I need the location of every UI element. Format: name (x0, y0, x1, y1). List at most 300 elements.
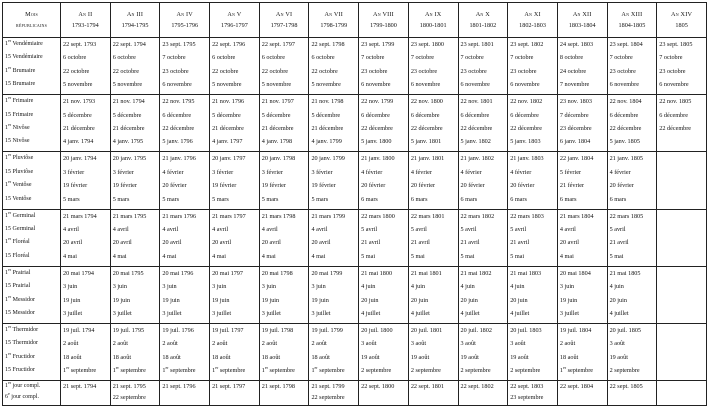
header-gregorian-range: 1805 (675, 22, 688, 29)
date-value: 7 octobre (659, 54, 683, 62)
date-value: 22 sept. 1805 (609, 383, 643, 391)
date-cell (557, 95, 607, 152)
date-value (659, 392, 706, 403)
date-value: 18 août (112, 353, 132, 361)
date-cell (210, 38, 260, 95)
month-label: 1er Frimaire (5, 95, 34, 105)
date-value: 22 mars 1805 (609, 212, 644, 220)
date-value: 6 novembre (410, 81, 441, 89)
date-value: 3 août (410, 340, 427, 348)
date-value: 4 février (361, 168, 383, 176)
date-value: 22 octobre (212, 67, 239, 75)
date-cell (557, 266, 607, 323)
date-value: 23 octobre (361, 67, 388, 75)
date-value: 4 avril (63, 225, 79, 233)
date-value: 21 mai 1800 (361, 269, 393, 277)
date-value: 3 février (63, 168, 85, 176)
date-value: 6 novembre (361, 81, 391, 89)
date-value: 1er septembre (112, 365, 146, 375)
date-cell (458, 95, 508, 152)
date-value: 5 janv. 1803 (510, 138, 541, 146)
month-label: 1er Thermidor (5, 323, 39, 333)
date-value: 21 mars 1799 (311, 212, 346, 220)
date-value: 2 août (212, 340, 228, 348)
date-value: 19 août (361, 353, 380, 361)
date-value: 23 octobre (460, 67, 487, 75)
date-value: 21 mars 1794 (63, 212, 97, 220)
month-label-cell (3, 266, 61, 323)
date-value: 20 juin (510, 296, 528, 304)
date-value (411, 392, 458, 403)
date-value: 19 juin (559, 296, 578, 304)
date-value (659, 250, 706, 263)
month-label: 15 Frimaire (5, 111, 34, 118)
date-value: 22 sept. 1797 (261, 41, 295, 48)
date-value: 21 décembre (112, 124, 145, 132)
date-value: 4 juin (460, 283, 475, 291)
header-gregorian-range: 1795-1796 (171, 22, 199, 29)
date-value: 1er septembre (261, 365, 295, 375)
date-value: 22 septembre (112, 394, 146, 402)
date-value: 1er septembre (212, 365, 246, 375)
date-value: 4 janv. 1797 (212, 138, 243, 146)
date-value: 22 sept. 1796 (212, 41, 246, 48)
month-label-cell (3, 38, 61, 95)
header-month-label: Mois (25, 11, 38, 18)
date-cell (110, 381, 160, 406)
date-value: 22 décembre (460, 124, 493, 132)
date-cell (657, 266, 707, 323)
date-value: 21 janv. 1801 (410, 155, 445, 163)
date-value: 4 janv. 1794 (63, 138, 94, 146)
date-value: 21 sept. 1796 (162, 383, 196, 391)
date-value: 23 nov. 1803 (559, 98, 592, 106)
date-value: 3 juillet (63, 309, 83, 317)
date-cell (309, 323, 359, 380)
date-cell (210, 209, 260, 266)
header-gregorian-range: 1797-1798 (270, 22, 298, 29)
date-cell (359, 152, 409, 209)
date-value: 6 novembre (460, 81, 490, 89)
date-cell (408, 266, 458, 323)
date-value: 8 octobre (559, 54, 584, 62)
month-label: 1er Germinal (5, 209, 36, 219)
date-value: 20 janv. 1795 (112, 155, 147, 163)
date-value: 21 nov. 1796 (212, 98, 245, 106)
date-value: 7 octobre (510, 54, 534, 62)
date-value (361, 392, 408, 403)
month-label: 15 Nivôse (5, 138, 30, 145)
date-value: 20 avril (63, 239, 83, 247)
date-value: 6 décembre (361, 111, 390, 119)
date-value: 5 novembre (112, 81, 143, 89)
date-value (659, 152, 706, 165)
date-value: 3 juillet (261, 309, 281, 317)
date-value: 20 mai 1804 (559, 269, 591, 277)
date-value: 3 février (112, 168, 134, 176)
date-value: 5 mai (361, 252, 376, 260)
date-value: 4 avril (261, 225, 278, 233)
date-value: 5 avril (460, 225, 477, 233)
date-cell (508, 95, 558, 152)
date-value: 2 août (559, 340, 576, 348)
date-value: 19 juil. 1795 (112, 326, 145, 334)
date-cell (210, 323, 260, 380)
date-value (659, 135, 706, 148)
date-cell (309, 381, 359, 406)
date-value: 20 mai 1794 (63, 269, 94, 277)
date-value: 3 juillet (311, 309, 331, 317)
date-value: 5 mai (410, 252, 425, 260)
date-cell (160, 323, 210, 380)
date-value: 2 septembre (510, 367, 541, 375)
date-cell (359, 381, 409, 406)
date-value: 23 octobre (609, 67, 636, 75)
date-cell (557, 38, 607, 95)
date-cell (657, 323, 707, 380)
date-value: 5 novembre (212, 81, 242, 89)
date-value: 24 sept. 1803 (559, 41, 594, 48)
date-value (659, 324, 706, 337)
month-label: 1er Prairial (5, 266, 31, 276)
month-label: 15 Pluviôse (5, 168, 34, 175)
date-value: 22 décembre (609, 124, 642, 132)
date-value: 6 janv. 1804 (559, 138, 591, 146)
date-cell (508, 381, 558, 406)
date-value: 21 janv. 1803 (510, 155, 544, 163)
date-cell (458, 381, 508, 406)
calendar-sheet (2, 2, 706, 406)
date-value: 4 mai (63, 252, 77, 260)
table-row (3, 209, 707, 266)
date-value: 19 février (63, 182, 88, 190)
date-value: 3 juin (559, 283, 575, 291)
date-value: 5 décembre (261, 111, 291, 119)
date-value: 18 août (311, 353, 330, 361)
date-value: 4 juin (361, 283, 376, 291)
date-value (212, 392, 259, 403)
date-value: 3 juin (162, 283, 177, 291)
header-year-column (110, 3, 160, 38)
date-value: 2 août (311, 340, 327, 348)
date-value: 6 octobre (112, 54, 136, 62)
header-year-label: An III (126, 11, 144, 18)
date-value: 22 sept. 1793 (63, 41, 97, 48)
header-month-label: républicains (15, 22, 48, 29)
date-value: 6 novembre (510, 81, 540, 89)
date-value: 19 juin (112, 296, 131, 304)
date-cell (359, 209, 409, 266)
date-value: 6 octobre (261, 54, 285, 62)
date-value (659, 267, 706, 280)
date-value: 7 octobre (609, 54, 633, 62)
date-cell (259, 152, 309, 209)
date-value: 6 octobre (63, 54, 87, 62)
header-year-column (309, 3, 359, 38)
table-row (3, 152, 707, 209)
date-value: 5 novembre (63, 81, 93, 89)
date-value (659, 193, 706, 206)
month-label: 1er Messidor (5, 293, 35, 303)
date-value: 3 juillet (559, 309, 579, 317)
date-cell (259, 38, 309, 95)
date-value: 22 nov. 1805 (659, 98, 692, 106)
date-value: 23 octobre (410, 67, 438, 75)
date-value: 4 mai (261, 252, 276, 260)
date-value: 5 décembre (63, 111, 92, 119)
header-gregorian-range: 1796-1797 (221, 22, 248, 29)
date-value: 19 juil. 1797 (212, 326, 244, 334)
table-row (3, 266, 707, 323)
month-label: 1er Brumaire (5, 64, 36, 74)
date-value: 20 février (510, 182, 535, 190)
table-row (3, 381, 707, 406)
date-value: 19 février (261, 182, 286, 190)
date-value: 21 janv. 1805 (609, 155, 644, 163)
date-value: 21 mars 1804 (559, 212, 594, 220)
date-value: 20 février (162, 182, 187, 190)
date-value: 21 janv. 1800 (361, 155, 395, 163)
date-value: 21 sept. 1794 (63, 383, 97, 391)
date-value: 19 août (460, 353, 479, 361)
date-cell (259, 381, 309, 406)
date-value: 22 sept. 1802 (460, 383, 494, 391)
date-value: 3 juillet (212, 309, 232, 317)
header-year-column (210, 3, 260, 38)
date-value: 4 juin (510, 283, 525, 291)
month-label: 1er Vendémiaire (5, 38, 43, 47)
month-label: 15 Messidor (5, 309, 35, 316)
date-value: 22 sept. 1794 (112, 41, 146, 48)
date-value: 4 juillet (361, 309, 381, 317)
date-value: 22 octobre (63, 67, 90, 75)
date-value: 21 mars 1796 (162, 212, 197, 220)
date-value: 6 novembre (609, 81, 639, 89)
date-value: 4 avril (162, 225, 179, 233)
date-value: 18 août (559, 353, 579, 361)
date-value: 22 décembre (510, 124, 542, 132)
date-value: 5 mars (112, 195, 130, 203)
date-value: 5 janv. 1796 (162, 138, 193, 146)
date-value: 23 octobre (510, 67, 537, 75)
date-cell (110, 209, 160, 266)
date-value: 19 juil. 1799 (311, 326, 343, 334)
date-value: 19 juin (311, 296, 329, 304)
date-value: 4 mai (112, 252, 127, 260)
date-value: 19 juin (261, 296, 280, 304)
date-cell (408, 323, 458, 380)
date-cell (607, 152, 657, 209)
date-cell (508, 209, 558, 266)
date-value: 20 juin (460, 296, 478, 304)
date-value: 2 septembre (609, 367, 640, 375)
month-label: 1er Fructidor (5, 350, 35, 360)
date-value: 21 mai 1801 (410, 269, 442, 277)
date-value: 20 juil. 1805 (609, 326, 642, 334)
date-value (659, 351, 706, 364)
date-value: 20 mai 1795 (112, 269, 144, 277)
date-value: 21 avril (510, 239, 530, 247)
date-value: 20 juil. 1800 (361, 326, 393, 334)
date-value: 22 décembre (162, 124, 195, 132)
date-value: 4 mai (162, 252, 177, 260)
date-value: 3 juin (63, 283, 78, 291)
date-value: 18 août (162, 353, 181, 361)
date-value: 4 février (410, 168, 432, 176)
month-label: 15 Ventôse (5, 195, 32, 202)
date-cell (408, 152, 458, 209)
date-value: 5 décembre (112, 111, 142, 119)
date-value: 1er septembre (311, 365, 345, 375)
date-value: 23 sept. 1805 (659, 41, 693, 48)
date-value: 6 octobre (212, 54, 236, 62)
date-cell (359, 323, 409, 380)
date-value: 2 août (261, 340, 278, 348)
header-gregorian-range: 1799-1800 (370, 22, 397, 29)
date-cell (160, 38, 210, 95)
date-value (659, 166, 706, 179)
date-value: 18 août (63, 353, 82, 361)
date-value: 22 décembre (659, 124, 692, 132)
date-cell (607, 266, 657, 323)
date-value: 5 mai (460, 252, 475, 260)
date-cell (657, 209, 707, 266)
month-label: 15 Floréal (5, 252, 30, 259)
date-value: 4 février (162, 168, 184, 176)
date-value: 21 janv. 1802 (460, 155, 494, 163)
header-gregorian-range: 1794-1795 (121, 22, 149, 29)
date-value: 21 mai 1803 (510, 269, 542, 277)
date-value: 20 février (609, 182, 634, 190)
date-value: 22 sept. 1801 (410, 383, 444, 391)
date-value: 20 avril (212, 239, 232, 247)
date-value: 20 juin (609, 296, 627, 304)
date-value (659, 280, 706, 293)
date-value: 6 mars (460, 195, 478, 203)
date-value: 5 mars (212, 195, 229, 203)
date-cell (61, 266, 111, 323)
date-cell (309, 266, 359, 323)
header-year-column (408, 3, 458, 38)
date-value: 21 mars 1798 (261, 212, 296, 220)
date-value: 7 novembre (559, 81, 590, 89)
date-value: 23 octobre (162, 67, 189, 75)
date-value: 3 juin (311, 283, 326, 291)
date-value: 7 octobre (162, 54, 186, 62)
republican-calendar-table (2, 2, 707, 406)
header-year-label: An VI (275, 11, 293, 18)
date-value: 6 décembre (510, 111, 539, 119)
date-value: 21 mai 1802 (460, 269, 492, 277)
date-value: 19 juin (162, 296, 180, 304)
date-value: 5 mai (609, 252, 624, 260)
date-value: 23 sept. 1801 (460, 41, 494, 48)
date-value: 19 août (510, 353, 529, 361)
date-value: 21 sept. 1798 (261, 383, 295, 391)
date-value: 21 février (559, 182, 585, 190)
date-value: 3 juin (261, 283, 277, 291)
date-value (659, 364, 706, 377)
date-value: 18 août (261, 353, 281, 361)
date-value (560, 392, 607, 403)
date-value: 4 février (609, 168, 631, 176)
date-value: 3 août (510, 340, 526, 348)
date-value: 7 octobre (410, 54, 435, 62)
date-cell (309, 152, 359, 209)
date-value: 2 août (63, 340, 79, 348)
date-value (659, 179, 706, 192)
date-value: 5 mars (261, 195, 279, 203)
date-cell (61, 95, 111, 152)
date-value: 3 août (361, 340, 377, 348)
month-label: 1er Nivôse (5, 121, 30, 131)
date-value: 23 sept. 1802 (510, 41, 544, 48)
date-value: 22 mars 1801 (410, 212, 445, 220)
date-cell (657, 95, 707, 152)
date-value: 4 février (510, 168, 532, 176)
date-value: 22 septembre (311, 394, 345, 402)
header-year-label: An II (78, 11, 93, 18)
header-year-label: An V (227, 11, 242, 18)
date-value: 22 nov. 1802 (510, 98, 543, 106)
date-value: 3 février (311, 168, 333, 176)
month-label: 15 Fructidor (5, 367, 35, 374)
month-label: 15 Brumaire (5, 81, 36, 88)
date-cell (408, 95, 458, 152)
date-value (63, 392, 110, 403)
date-value: 22 janv. 1804 (559, 155, 594, 163)
date-value: 22 décembre (410, 124, 443, 132)
date-value: 22 sept. 1798 (311, 41, 345, 48)
date-cell (309, 209, 359, 266)
date-value: 22 nov. 1801 (460, 98, 493, 106)
date-cell (607, 95, 657, 152)
date-cell (309, 95, 359, 152)
date-value: 5 avril (609, 225, 626, 233)
date-cell (210, 152, 260, 209)
date-value: 3 février (261, 168, 283, 176)
date-value: 22 sept. 1804 (559, 383, 594, 391)
header-year-label: An VIII (373, 11, 394, 18)
date-value: 5 janv. 1805 (609, 138, 640, 146)
date-value: 21 avril (609, 239, 629, 247)
date-value: 22 décembre (361, 124, 393, 132)
date-value: 5 novembre (311, 81, 341, 89)
header-year-label: An VII (324, 11, 344, 18)
date-value: 20 mai 1799 (311, 269, 343, 277)
date-value: 19 juil. 1794 (63, 326, 95, 334)
date-value: 19 juil. 1796 (162, 326, 194, 334)
date-value: 1er septembre (559, 365, 594, 375)
header-gregorian-range: 1800-1801 (419, 22, 447, 29)
date-value: 22 octobre (261, 67, 289, 75)
date-value: 21 nov. 1794 (112, 98, 145, 106)
date-cell (458, 266, 508, 323)
date-value (659, 210, 706, 223)
date-cell (210, 266, 260, 323)
month-label: 15 Prairial (5, 283, 31, 290)
date-value: 2 septembre (361, 367, 392, 375)
date-value: 20 mai 1796 (162, 269, 194, 277)
date-value: 6 décembre (162, 111, 192, 119)
header-year-column (657, 3, 707, 38)
date-value: 5 avril (361, 225, 378, 233)
date-value: 20 avril (311, 239, 331, 247)
date-cell (61, 323, 111, 380)
date-value: 4 avril (212, 225, 229, 233)
date-cell (408, 38, 458, 95)
date-cell (657, 152, 707, 209)
